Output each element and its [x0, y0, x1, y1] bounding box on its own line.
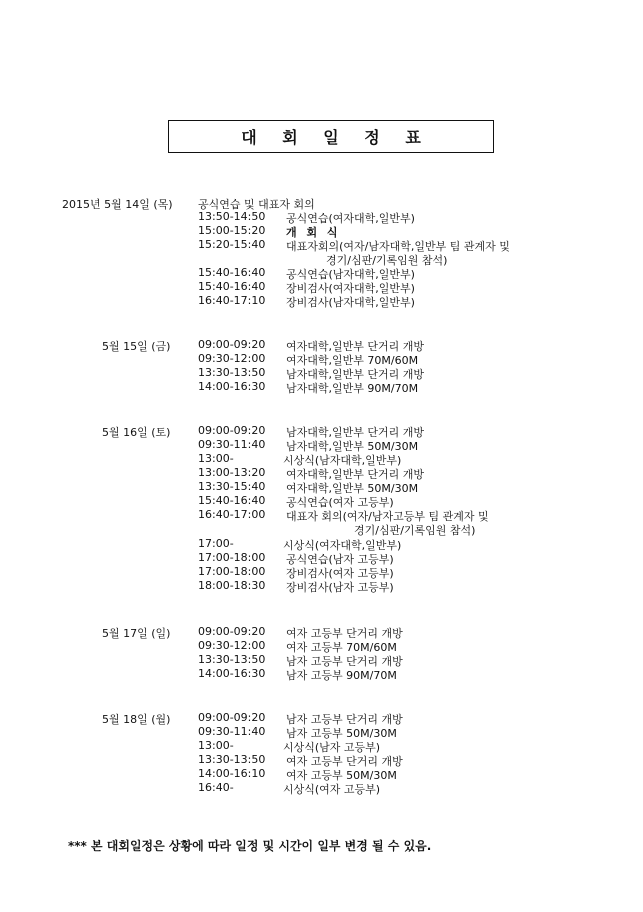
- day-date: 5월 16일 (토): [102, 426, 171, 439]
- row-desc: 경기/심판/기록임원 참석): [354, 524, 476, 537]
- row-time: 13:00-13:20: [198, 466, 266, 479]
- row-desc: 공식연습(여자대학,일반부): [286, 212, 415, 225]
- schedule-row: [0, 551, 643, 565]
- row-time: 16:40-: [198, 781, 234, 794]
- page-title: 대 회 일 정 표: [241, 128, 431, 147]
- row-desc: 남자대학,일반부 90M/70M: [286, 382, 419, 395]
- schedule-row: [0, 294, 643, 308]
- schedule-row: [0, 266, 643, 280]
- schedule-row: [0, 781, 643, 795]
- schedule-row: [0, 753, 643, 767]
- schedule-title-box: [168, 120, 494, 153]
- row-desc: 시상식(여자 고등부): [283, 783, 381, 796]
- row-desc: 남자 고등부 단거리 개방: [286, 713, 403, 726]
- row-desc: 남자 고등부 50M/30M: [286, 727, 397, 740]
- schedule-row: [0, 767, 643, 781]
- row-time: 13:30-13:50: [198, 753, 266, 766]
- row-time: 15:40-16:40: [198, 494, 266, 507]
- schedule-row: [0, 438, 643, 452]
- row-time: 13:30-15:40: [198, 480, 266, 493]
- day-date: 2015년 5월 14일 (목): [62, 198, 173, 211]
- row-time: 17:00-18:00: [198, 551, 266, 564]
- schedule-row: [0, 224, 643, 238]
- schedule-row: [0, 537, 643, 551]
- row-desc: 공식연습(여자 고등부): [286, 496, 394, 509]
- row-time: 13:00-: [198, 739, 234, 752]
- schedule-row: [0, 480, 643, 494]
- row-time: 13:30-13:50: [198, 366, 266, 379]
- row-desc: 대표자 회의(여자/남자고등부 팀 관계자 및: [286, 510, 489, 523]
- row-time: 09:00-09:20: [198, 625, 266, 638]
- row-desc: 여자대학,일반부 50M/30M: [286, 482, 419, 495]
- schedule-row: [0, 625, 643, 639]
- schedule-row: [0, 522, 643, 536]
- schedule-row: [0, 338, 643, 352]
- day-date: 5월 15일 (금): [102, 340, 171, 353]
- row-desc: 장비검사(남자 고등부): [286, 581, 394, 594]
- schedule-row: [0, 452, 643, 466]
- row-time: 13:30-13:50: [198, 653, 266, 666]
- row-desc: 남자 고등부 90M/70M: [286, 669, 397, 682]
- day-date: 5월 17일 (일): [102, 627, 171, 640]
- row-desc: 장비검사(여자대학,일반부): [286, 282, 415, 295]
- schedule-row: [0, 380, 643, 394]
- schedule-row: [0, 667, 643, 681]
- row-time: 16:40-17:10: [198, 294, 266, 307]
- row-desc: 여자대학,일반부 70M/60M: [286, 354, 419, 367]
- row-time: 09:30-11:40: [198, 438, 266, 451]
- row-desc: 공식연습(남자 고등부): [286, 553, 394, 566]
- row-desc: 여자 고등부 70M/60M: [286, 641, 397, 654]
- row-desc: 경기/심판/기록임원 참석): [326, 254, 448, 267]
- row-time: 13:50-14:50: [198, 210, 266, 223]
- row-time: 17:00-18:00: [198, 565, 266, 578]
- row-desc: 시상식(남자대학,일반부): [283, 454, 402, 467]
- row-desc: 여자대학,일반부 단거리 개방: [286, 468, 425, 481]
- schedule-row: [0, 508, 643, 522]
- row-time: 18:00-18:30: [198, 579, 266, 592]
- schedule-row: [0, 252, 643, 266]
- row-desc: 시상식(남자 고등부): [283, 741, 381, 754]
- schedule-row: [0, 739, 643, 753]
- schedule-row: [0, 424, 643, 438]
- row-desc: 시상식(여자대학,일반부): [283, 539, 402, 552]
- row-time: 14:00-16:30: [198, 667, 266, 680]
- row-time: 15:00-15:20: [198, 224, 266, 237]
- schedule-row: [0, 711, 643, 725]
- row-time: 09:30-12:00: [198, 352, 266, 365]
- row-time: 14:00-16:10: [198, 767, 266, 780]
- schedule-row: [0, 466, 643, 480]
- row-time: 09:30-12:00: [198, 639, 266, 652]
- row-desc: 남자대학,일반부 단거리 개방: [286, 426, 425, 439]
- row-time: 09:00-09:20: [198, 424, 266, 437]
- row-desc: 공식연습(남자대학,일반부): [286, 268, 415, 281]
- schedule-row: [0, 210, 643, 224]
- row-time: 09:30-11:40: [198, 725, 266, 738]
- schedule-row: [0, 238, 643, 252]
- row-desc: 남자대학,일반부 50M/30M: [286, 440, 419, 453]
- row-time: 15:40-16:40: [198, 266, 266, 279]
- schedule-row: [0, 725, 643, 739]
- schedule-row: [0, 639, 643, 653]
- row-time: 15:20-15:40: [198, 238, 266, 251]
- row-desc: 여자 고등부 단거리 개방: [286, 627, 403, 640]
- row-desc: 여자 고등부 단거리 개방: [286, 755, 403, 768]
- row-desc: 남자 고등부 단거리 개방: [286, 655, 403, 668]
- schedule-row: [0, 653, 643, 667]
- row-time: 09:00-09:20: [198, 711, 266, 724]
- row-desc: 대표자회의(여자/남자대학,일반부 팀 관계자 및: [286, 240, 510, 253]
- row-desc: 여자 고등부 50M/30M: [286, 769, 397, 782]
- schedule-row: [0, 494, 643, 508]
- row-time: 13:00-: [198, 452, 234, 465]
- row-desc: 장비검사(여자 고등부): [286, 567, 394, 580]
- row-time: 16:40-17:00: [198, 508, 266, 521]
- row-desc: 개 회 식: [286, 226, 341, 239]
- row-time: 14:00-16:30: [198, 380, 266, 393]
- schedule-row: [0, 565, 643, 579]
- schedule-row: [0, 579, 643, 593]
- row-time: 09:00-09:20: [198, 338, 266, 351]
- row-desc: 장비검사(남자대학,일반부): [286, 296, 415, 309]
- schedule-row: [0, 366, 643, 380]
- row-time: 15:40-16:40: [198, 280, 266, 293]
- schedule-row: [0, 280, 643, 294]
- row-desc: 여자대학,일반부 단거리 개방: [286, 340, 425, 353]
- day-date-desc: 공식연습 및 대표자 회의: [198, 198, 315, 211]
- day-date: 5월 18일 (월): [102, 713, 171, 726]
- footer-note: *** 본 대회일정은 상황에 따라 일정 및 시간이 일부 변경 될 수 있음.: [68, 839, 432, 853]
- row-desc: 남자대학,일반부 단거리 개방: [286, 368, 425, 381]
- schedule-row: [0, 352, 643, 366]
- row-time: 17:00-: [198, 537, 234, 550]
